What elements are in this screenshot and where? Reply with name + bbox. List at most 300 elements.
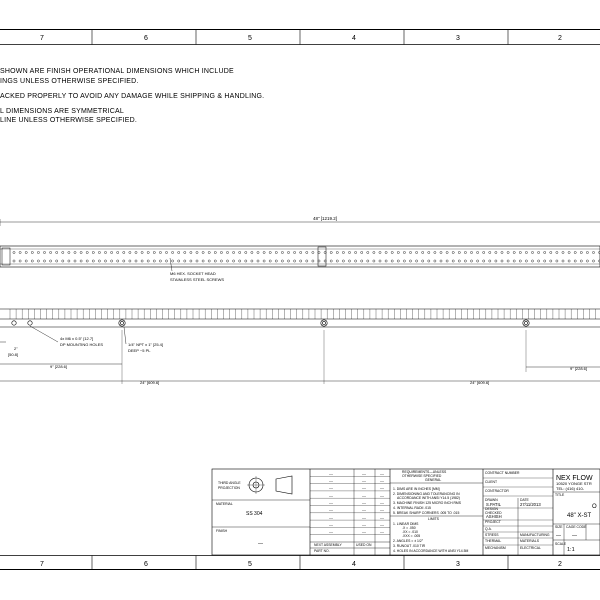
- screw-hole: [135, 260, 137, 262]
- screw-hole: [269, 260, 271, 262]
- screw-hole: [220, 251, 222, 253]
- dim-24-right: 24" [609.6]: [470, 380, 490, 385]
- screw-hole: [538, 251, 540, 253]
- screw-hole: [25, 260, 27, 262]
- screw-hole: [263, 260, 265, 262]
- col-label: 6: [144, 561, 148, 568]
- screw-hole: [190, 260, 192, 262]
- req-item: 2. DIMENSIONING AND TOLERANCING IN: [393, 492, 460, 496]
- contract-number-label: CONTRACT NUMBER: [485, 471, 520, 475]
- npt-port-depth: DEEP ~5 PL: [128, 348, 151, 353]
- limit-item: 3. RUNOUT .010 TIR: [393, 544, 426, 548]
- screw-hole: [385, 260, 387, 262]
- screw-hole: [86, 260, 88, 262]
- screw-hole: [379, 251, 381, 253]
- screw-hole: [68, 260, 70, 262]
- screw-hole: [202, 251, 204, 253]
- screw-hole: [361, 251, 363, 253]
- screw-hole: [220, 260, 222, 262]
- tb-dash: —: [380, 514, 384, 520]
- screw-hole: [111, 251, 113, 253]
- screw-hole: [196, 260, 198, 262]
- size-value: —: [556, 533, 561, 539]
- screw-hole: [196, 251, 198, 253]
- screw-hole: [245, 251, 247, 253]
- req-item: 3. MACHINE FINISH 125 MICRO INCH RMS: [393, 501, 462, 505]
- tb-dash: —: [380, 471, 384, 476]
- screw-hole: [440, 251, 442, 253]
- dim-24-left: 24" [609.6]: [140, 380, 160, 385]
- screw-hole: [513, 260, 515, 262]
- screw-hole: [458, 260, 460, 262]
- drawing-title-line-1: O: [592, 504, 597, 510]
- screw-hole: [477, 251, 479, 253]
- screw-hole: [147, 251, 149, 253]
- col-label: 4: [352, 561, 356, 568]
- screw-hole: [391, 260, 393, 262]
- tb-dash: —: [329, 529, 333, 535]
- screw-hole: [92, 251, 94, 253]
- screw-hole: [43, 260, 45, 262]
- screw-hole: [123, 260, 125, 262]
- screw-hole: [117, 251, 119, 253]
- screw-hole: [208, 251, 210, 253]
- screw-hole: [226, 251, 228, 253]
- finish-label: FINISH: [216, 529, 228, 533]
- dim-2-mm: [50.8]: [8, 352, 19, 357]
- screw-hole: [531, 260, 533, 262]
- screw-hole: [428, 260, 430, 262]
- tb-dash: —: [329, 485, 333, 491]
- tb-dash: —: [329, 500, 333, 506]
- project-label: PROJECT: [485, 520, 501, 524]
- screw-hole: [257, 260, 259, 262]
- screw-hole: [574, 251, 576, 253]
- screw-hole: [147, 260, 149, 262]
- tb-dash: —: [380, 522, 384, 528]
- screw-callout-material: STAINLESS STEEL SCREWS: [170, 277, 225, 282]
- tb-dash: —: [362, 478, 366, 484]
- screw-hole: [300, 260, 302, 262]
- screw-hole: [379, 260, 381, 262]
- screw-hole: [287, 260, 289, 262]
- tb-dash: —: [380, 478, 384, 484]
- screw-hole: [98, 251, 100, 253]
- thermal-label: THERMAL: [485, 539, 502, 543]
- screw-hole: [336, 251, 338, 253]
- screw-hole: [56, 260, 58, 262]
- screw-hole: [330, 251, 332, 253]
- screw-hole: [574, 260, 576, 262]
- screw-hole: [251, 251, 253, 253]
- title-label: TITLE: [555, 493, 565, 497]
- screw-hole: [348, 260, 350, 262]
- screw-hole: [294, 251, 296, 253]
- tb-dash: —: [329, 514, 333, 520]
- screw-hole: [117, 260, 119, 262]
- projection-label: THIRD ANGLE: [218, 481, 241, 485]
- limit-item: .X = .050: [402, 526, 416, 530]
- col-label: 7: [40, 35, 44, 42]
- tb-dash: —: [380, 529, 384, 535]
- screw-hole: [165, 260, 167, 262]
- screw-hole: [403, 251, 405, 253]
- screw-hole: [489, 260, 491, 262]
- screw-hole: [239, 260, 241, 262]
- projection-label: PROJECTION: [218, 486, 240, 490]
- screw-hole: [507, 251, 509, 253]
- req-header: REQUIREMENTS—UNLESS: [402, 470, 447, 474]
- screw-hole: [43, 251, 45, 253]
- tb-dash: —: [380, 500, 384, 506]
- dim-2-inch: 2": [14, 346, 18, 351]
- screw-hole: [281, 260, 283, 262]
- stress-label: STRESS: [485, 533, 499, 537]
- screw-hole: [165, 251, 167, 253]
- screw-hole: [25, 251, 27, 253]
- company-address: 10520 YONGE STR: [556, 481, 592, 486]
- col-label: 6: [144, 35, 148, 42]
- screw-callout: M6 HEX. SOCKET HEAD: [170, 271, 216, 276]
- tb-dash: —: [362, 471, 366, 476]
- screw-hole: [525, 260, 527, 262]
- screw-hole: [312, 260, 314, 262]
- company-name: NEX FLOW: [556, 475, 593, 482]
- finish-value: —: [258, 541, 263, 547]
- screw-hole: [544, 260, 546, 262]
- screw-hole: [562, 260, 564, 262]
- req-header: OTHERWISE SPECIFIED: [402, 474, 442, 478]
- manufacturing-label: MANUFACTURING: [520, 533, 550, 537]
- screw-hole: [385, 251, 387, 253]
- next-assembly-label: NEXT ASSEMBLY: [314, 543, 342, 547]
- screw-hole: [556, 251, 558, 253]
- screw-hole: [403, 260, 405, 262]
- tb-dash: —: [362, 529, 366, 535]
- req-item: 5. BREAK SHARP CORNERS .005 TO .015: [393, 511, 460, 515]
- note-line-4: L DIMENSIONS ARE SYMMETRICAL: [0, 108, 124, 115]
- screw-hole: [233, 260, 235, 262]
- tb-dash: —: [362, 485, 366, 491]
- screw-hole: [336, 260, 338, 262]
- req-item: 1. DIMS ARE IN INCHES [MM]: [393, 487, 440, 491]
- screw-hole: [428, 251, 430, 253]
- col-label: 5: [248, 561, 252, 568]
- screw-hole: [422, 260, 424, 262]
- col-label: 2: [558, 35, 562, 42]
- screw-hole: [129, 260, 131, 262]
- screw-hole: [550, 260, 552, 262]
- screw-hole: [312, 251, 314, 253]
- screw-hole: [257, 251, 259, 253]
- screw-hole: [483, 260, 485, 262]
- screw-hole: [470, 251, 472, 253]
- screw-hole: [495, 260, 497, 262]
- part-no-label: PART NO.: [314, 549, 330, 553]
- screw-hole: [129, 251, 131, 253]
- cage-code-value: —: [572, 533, 577, 539]
- screw-hole: [409, 260, 411, 262]
- screw-hole: [355, 260, 357, 262]
- screw-hole: [153, 251, 155, 253]
- screw-hole: [214, 251, 216, 253]
- screw-hole: [202, 260, 204, 262]
- screw-hole: [111, 260, 113, 262]
- screw-hole: [568, 251, 570, 253]
- scale-value: 1:1: [567, 547, 575, 553]
- limit-item: 4. HOLES IN ACCORDANCE WITH ANSI Y14.5M: [393, 549, 469, 553]
- screw-hole: [495, 251, 497, 253]
- screw-hole: [50, 260, 52, 262]
- screw-hole: [373, 251, 375, 253]
- screw-hole: [294, 260, 296, 262]
- screw-hole: [153, 260, 155, 262]
- cage-code-label: CAGE CODE: [566, 525, 587, 529]
- screw-hole: [74, 251, 76, 253]
- screw-hole: [50, 251, 52, 253]
- col-label: 7: [40, 561, 44, 568]
- screw-hole: [501, 260, 503, 262]
- screw-hole: [178, 260, 180, 262]
- col-label: 3: [456, 35, 460, 42]
- tb-dash: —: [362, 492, 366, 498]
- screw-hole: [434, 260, 436, 262]
- limit-item: .XX = .010: [402, 530, 418, 534]
- screw-hole: [141, 251, 143, 253]
- screw-hole: [416, 260, 418, 262]
- screw-hole: [159, 260, 161, 262]
- screw-hole: [507, 260, 509, 262]
- sheet-border: [0, 30, 600, 570]
- screw-hole: [233, 251, 235, 253]
- screw-hole: [275, 260, 277, 262]
- screw-hole: [62, 251, 64, 253]
- screw-hole: [19, 260, 21, 262]
- tb-dash: —: [362, 514, 366, 520]
- screw-hole: [172, 251, 174, 253]
- screw-hole: [434, 251, 436, 253]
- screw-hole: [37, 260, 39, 262]
- electrical-label: ELECTRICAL: [520, 546, 541, 550]
- screw-hole: [452, 260, 454, 262]
- used-on-label: USED ON: [356, 543, 372, 547]
- screw-hole: [37, 251, 39, 253]
- screw-hole: [251, 260, 253, 262]
- design-label: DESIGN: [485, 507, 498, 511]
- screw-hole: [214, 260, 216, 262]
- col-label: 4: [352, 35, 356, 42]
- screw-hole: [275, 251, 277, 253]
- screw-hole: [489, 251, 491, 253]
- col-label: 5: [248, 35, 252, 42]
- screw-hole: [391, 251, 393, 253]
- screw-hole: [464, 260, 466, 262]
- company-phone: TEL: (416) 410-: [556, 486, 585, 491]
- screw-hole: [141, 260, 143, 262]
- screw-hole: [306, 251, 308, 253]
- tb-dash: —: [329, 507, 333, 513]
- note-line-1: SHOWN ARE FINISH OPERATIONAL DIMENSIONS WHICH INCLUDE: [0, 68, 234, 75]
- screw-hole: [531, 251, 533, 253]
- screw-hole: [416, 251, 418, 253]
- screw-hole: [409, 251, 411, 253]
- screw-hole: [13, 251, 15, 253]
- screw-hole: [287, 251, 289, 253]
- note-line-2: INGS UNLESS OTHERWISE SPECIFIED.: [0, 78, 139, 85]
- limit-item: 2. ANGLES = ± 1/2°: [393, 539, 424, 543]
- screw-hole: [373, 260, 375, 262]
- npt-port-callout: 1/4" NPT x 1" [25.4]: [128, 342, 164, 347]
- screw-hole: [13, 260, 15, 262]
- note-line-5: LINE UNLESS OTHERWISE SPECIFIED.: [0, 117, 137, 124]
- screw-hole: [19, 251, 21, 253]
- tb-dash: —: [380, 485, 384, 491]
- screw-hole: [300, 251, 302, 253]
- screw-hole: [483, 251, 485, 253]
- qa-label: Q.A.: [485, 527, 492, 531]
- screw-hole: [31, 260, 33, 262]
- checked-by: ASHISH: [486, 514, 502, 519]
- scale-label: SCALE: [555, 542, 567, 546]
- screw-hole: [159, 251, 161, 253]
- screw-hole: [592, 251, 594, 253]
- screw-hole: [80, 251, 82, 253]
- tb-dash: —: [380, 492, 384, 498]
- screw-hole: [208, 260, 210, 262]
- screw-hole: [178, 251, 180, 253]
- screw-hole: [80, 260, 82, 262]
- size-label: SIZE: [555, 525, 563, 529]
- screw-hole: [263, 251, 265, 253]
- screw-hole: [190, 251, 192, 253]
- screw-hole: [586, 251, 588, 253]
- tb-dash: —: [329, 471, 333, 476]
- drawn-label: DRAWN: [485, 498, 498, 502]
- tb-dash: —: [329, 478, 333, 484]
- req-general: GENERAL: [425, 478, 442, 482]
- screw-hole: [562, 251, 564, 253]
- tb-dash: —: [362, 500, 366, 506]
- screw-hole: [501, 251, 503, 253]
- screw-hole: [367, 260, 369, 262]
- screw-hole: [556, 260, 558, 262]
- screw-hole: [550, 251, 552, 253]
- screw-hole: [477, 260, 479, 262]
- screw-hole: [525, 251, 527, 253]
- screw-hole: [538, 260, 540, 262]
- mechanism-label: MECHANISM: [485, 546, 506, 550]
- screw-hole: [184, 251, 186, 253]
- screw-hole: [62, 260, 64, 262]
- screw-hole: [580, 260, 582, 262]
- screw-hole: [544, 251, 546, 253]
- screw-hole: [361, 260, 363, 262]
- screw-hole: [348, 251, 350, 253]
- screw-hole: [440, 260, 442, 262]
- screw-hole: [245, 260, 247, 262]
- screw-hole: [592, 260, 594, 262]
- screw-hole: [397, 260, 399, 262]
- date-value: 27/11/2013: [520, 502, 541, 507]
- screw-hole: [342, 251, 344, 253]
- screw-hole: [464, 251, 466, 253]
- material-value: SS 304: [246, 511, 263, 517]
- screw-hole: [92, 260, 94, 262]
- client-label: CLIENT: [485, 480, 498, 484]
- screw-hole: [172, 260, 174, 262]
- screw-hole: [239, 251, 241, 253]
- limit-item: 1. LINEAR DIMS: [393, 522, 419, 526]
- date-label: DATE: [520, 498, 529, 502]
- screw-hole: [98, 260, 100, 262]
- overall-length-dim: 48" [1219.2]: [312, 216, 338, 221]
- tb-dash: —: [362, 522, 366, 528]
- screw-hole: [367, 251, 369, 253]
- screw-hole: [355, 251, 357, 253]
- screw-hole: [68, 251, 70, 253]
- screw-hole: [74, 260, 76, 262]
- screw-hole: [342, 260, 344, 262]
- dim-9-right: 9" [228.6]: [570, 366, 587, 371]
- materials-label: MATERIALS: [520, 539, 539, 543]
- screw-hole: [184, 260, 186, 262]
- screw-hole: [31, 251, 33, 253]
- screw-hole: [513, 251, 515, 253]
- tb-dash: —: [329, 522, 333, 528]
- screw-hole: [568, 260, 570, 262]
- screw-hole: [397, 251, 399, 253]
- limit-item: .XXX = .005: [402, 534, 421, 538]
- screw-hole: [470, 260, 472, 262]
- req-limits: LIMITS: [428, 517, 439, 521]
- screw-hole: [446, 260, 448, 262]
- screw-hole: [446, 251, 448, 253]
- screw-hole: [226, 260, 228, 262]
- screw-hole: [580, 251, 582, 253]
- checked-label: CHECKED: [485, 511, 502, 515]
- screw-hole: [422, 251, 424, 253]
- col-label: 2: [558, 561, 562, 568]
- material-label: MATERIAL: [216, 502, 233, 506]
- tb-dash: —: [380, 507, 384, 513]
- screw-hole: [104, 260, 106, 262]
- tb-dash: —: [362, 507, 366, 513]
- col-label: 3: [456, 561, 460, 568]
- mounting-hole-callout: 4x M6 x 0.5" [12.7]: [60, 336, 94, 341]
- dim-9-left: 9" [228.6]: [50, 364, 67, 369]
- screw-hole: [458, 251, 460, 253]
- req-item: ACCORDANCE WITH ANSI Y14.5 (1982): [397, 496, 460, 500]
- screw-hole: [104, 251, 106, 253]
- screw-hole: [330, 260, 332, 262]
- screw-hole: [519, 251, 521, 253]
- screw-hole: [135, 251, 137, 253]
- screw-hole: [306, 260, 308, 262]
- contractor-label: CONTRACTOR: [485, 489, 509, 493]
- top-view: [0, 216, 600, 271]
- screw-hole: [281, 251, 283, 253]
- screw-hole: [123, 251, 125, 253]
- screw-hole: [269, 251, 271, 253]
- screw-hole: [86, 251, 88, 253]
- req-item: 4. INTERNAL RADII .015: [393, 506, 431, 510]
- screw-hole: [452, 251, 454, 253]
- tb-dash: —: [329, 492, 333, 498]
- screw-hole: [586, 260, 588, 262]
- drawn-by: S.PATIL: [486, 502, 501, 507]
- screw-hole: [519, 260, 521, 262]
- drawing-title-line-2: 48" X-ST: [567, 513, 592, 519]
